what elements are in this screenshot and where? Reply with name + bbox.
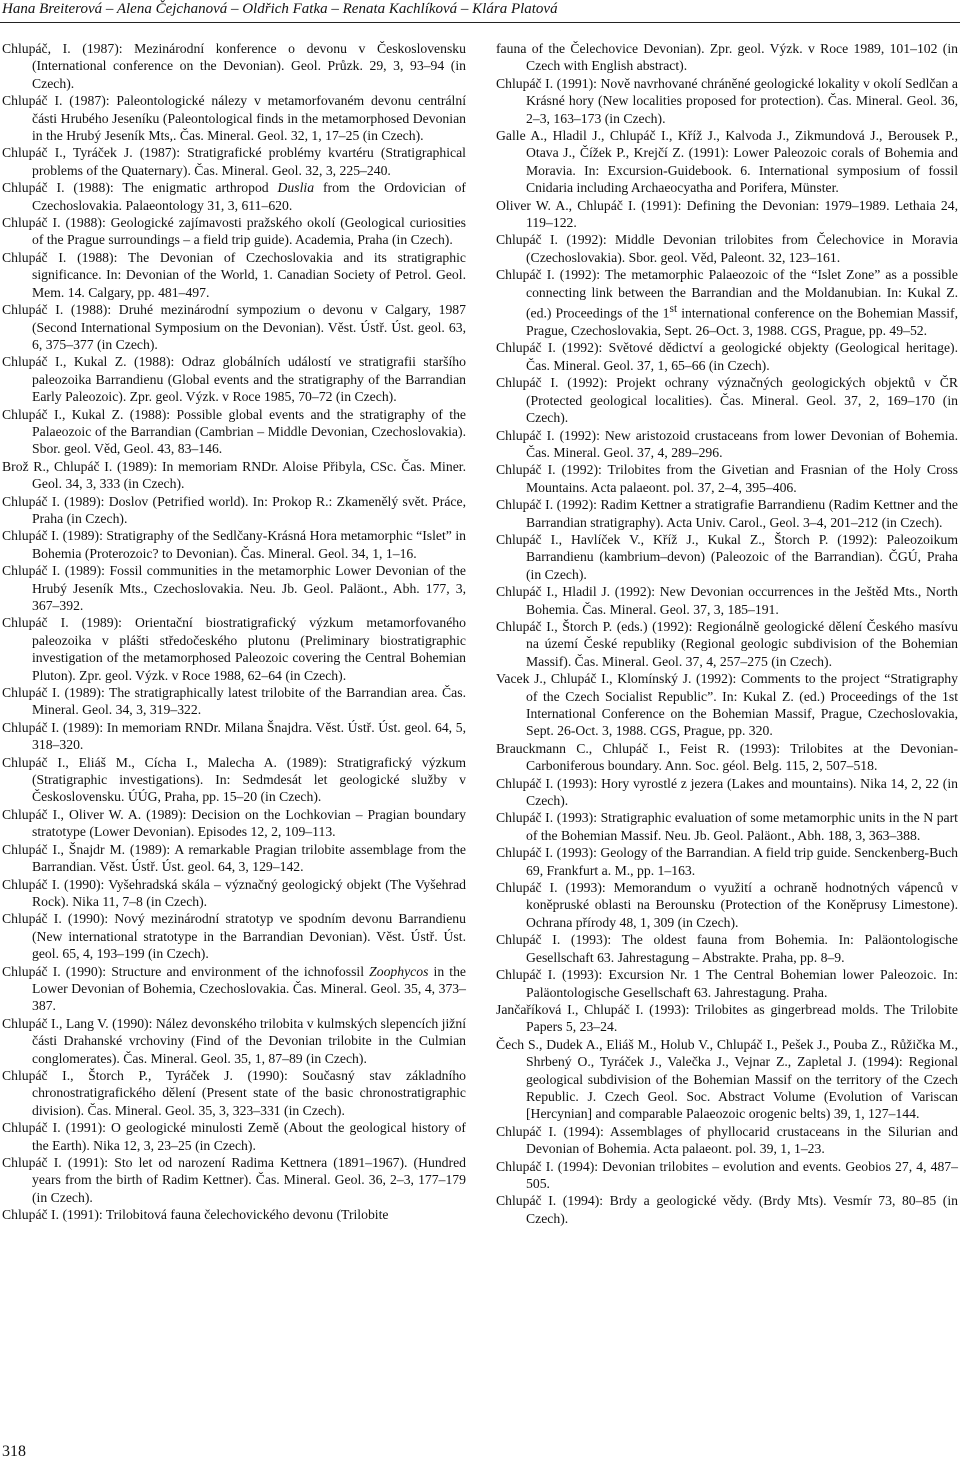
reference-entry: Chlupáč I. (1991): Nově navrhované chráněné geologické lokality v okolí Sedlčan a Krásné hory (New localities proposed for protection). Čas. Mineral. Geol. 36, 2–3, 163–173 (in Czech). xyxy=(496,75,958,126)
reference-entry: Chlupáč I. (1993): Excursion Nr. 1 The Central Bohemian lower Paleozoic. In: Paläontologische Gesellschaft 63. Jahrestagung. Praha. xyxy=(496,967,958,1000)
reference-entry: Chlupáč I. (1988): The enigmatic arthropod Duslia from the Ordovician of Czechoslovakia. Palaeontology 31, 3, 611–620. xyxy=(2,180,466,213)
reference-entry: Brauckmann C., Chlupáč I., Feist R. (1993): Trilobites at the Devonian-Carboniferous boundary. Ann. Soc. géol. Belg. 115, 2, 507–518. xyxy=(496,740,958,774)
reference-entry: Chlupáč I., Kukal Z. (1988): Possible global events and the stratigraphy of the Palaeozoic of the Barrandian (Cambrian – Middle Devonian, Czechoslovakia). Sbor. geol. Věd, Geol. 43, 83–146. xyxy=(2,406,466,457)
reference-entry: Chlupáč I. (1990): Vyšehradská skála – význačný geologický objekt (The Vyšehrad Rock). Nika 11, 7–8 (in Czech). xyxy=(2,876,466,909)
reference-entry: Chlupáč I. (1989): Doslov (Petrified world). In: Prokop R.: Zkamenělý svět. Práce, Praha (in Czech). xyxy=(2,493,466,526)
reference-entry: Chlupáč I. (1992): Trilobites from the Givetian and Frasnian of the Holy Cross Mountains. Acta palaeont. pol. 37, 2–4, 395–406. xyxy=(496,462,958,495)
reference-entry: Chlupáč I. (1993): Stratigraphic evaluation of some metamorphic units in the N part of the Bohemian Massif. Neu. Jb. Geol. Paläont., Abh. 188, 3, 363–388. xyxy=(496,810,958,843)
reference-entry: fauna of the Čelechovice Devonian). Zpr. geol. Výzk. v Roce 1989, 101–102 (in Czech with English abstract). xyxy=(496,41,958,74)
left-column xyxy=(2,40,466,1224)
reference-entry: Chlupáč I. (1992): The metamorphic Palaeozoic of the “Islet Zone” as a possible connecting link between the Barrandian and the Moldanubian. In: Kukal Z. (ed.) Proceedings of the 1st international conference on the Bohemian Massif, Prague, Czechoslovakia, Sept. 26–Oct. 3, 1988. CGS, Prague, pp. 49–52. xyxy=(496,267,958,339)
reference-entry: Čech S., Dudek A., Eliáš M., Holub V., Chlupáč I., Pešek J., Pouba Z., Růžička M., Shrbený O., Tyráček J., Valečka J., Vejnar Z., Zapletal J. (1994): Regional geological subdivision of the Bohemian Massif on the territory of the Czech Republic. J. Czech Geol. Soc. Abstract Volume (Evolution of Variscan [Hercynian] and comparable Palaeozoic orogenic belts) 39, 1, 127–144. xyxy=(496,1036,958,1122)
reference-entry: Chlupáč I. (1993): Memorandum o využití a ochraně hodnotných vápenců v koněpruské oblasti na Berounsku (Protection of the Koněprusy Limestone). Ochrana přírody 48, 1, 309 (in Czech). xyxy=(496,880,958,930)
reference-entry: Chlupáč I. (1994): Assemblages of phyllocarid crustaceans in the Silurian and Devonian of Bohemia. Acta palaeont. pol. 39, 1, 1–23. xyxy=(496,1123,958,1157)
page-number: 318 xyxy=(2,1443,26,1460)
header-rule xyxy=(0,22,960,23)
reference-entry: Chlupáč I. (1992): New aristozoid crustaceans from lower Devonian of Bohemia. Čas. Mineral. Geol. 37, 4, 289–296. xyxy=(496,427,958,460)
reference-entry: Chlupáč I. (1994): Devonian trilobites – evolution and events. Geobios 27, 4, 487–505. xyxy=(496,1158,958,1191)
reference-entry: Chlupáč I., Eliáš M., Cícha I., Malecha A. (1989): Stratigrafický výzkum (Stratigraphic investigations). In: Sedmdesát let geologické služby v Československu. ÚÚG, Praha, pp. 15–20 (in Czech). xyxy=(2,754,466,805)
reference-entry: Chlupáč I. (1988): Geologické zajímavosti pražského okolí (Geological curiosities of the Prague surroundings – a field trip guide). Academia, Praha (in Czech). xyxy=(2,215,466,248)
reference-entry: Chlupáč I., Štorch P., Tyráček J. (1990): Současný stav základního chronostratigrafického dělení (Present state of the basic chronostratigraphic division). Čas. Mineral. Geol. 35, 3, 323–331 (in Czech). xyxy=(2,1067,466,1118)
running-header xyxy=(0,0,960,24)
right-column xyxy=(496,40,958,1227)
reference-entry: Chlupáč I., Tyráček J. (1987): Stratigrafické problémy kvartéru (Stratigraphical problems of the Quaternary). Čas. Mineral. Geol. 32, 3, 225–240. xyxy=(2,145,466,178)
reference-entry: Chlupáč I. (1989): In memoriam RNDr. Milana Šnajdra. Věst. Ústř. Úst. geol. 64, 5, 318–320. xyxy=(2,719,466,753)
reference-entry: Chlupáč I. (1989): The stratigraphically latest trilobite of the Barrandian area. Čas. Mineral. Geol. 34, 3, 319–322. xyxy=(2,685,466,718)
reference-entry: Chlupáč I. (1989): Fossil communities in the metamorphic Lower Devonian of the Hrubý Jeseník Mts., Czechoslovakia. Neu. Jb. Geol. Paläont., Abh. 177, 3, 367–392. xyxy=(2,563,466,613)
reference-entry: Chlupáč I. (1992): Middle Devonian trilobites from Čelechovice in Moravia (Czechoslovakia). Sbor. geol. Věd, Paleont. 32, 123–161. xyxy=(496,232,958,265)
reference-entry: Chlupáč I. (1994): Brdy a geologické vědy. (Brdy Mts). Vesmír 73, 80–85 (in Czech). xyxy=(496,1193,958,1226)
reference-entry: Chlupáč I., Havlíček V., Kříž J., Kukal Z., Štorch P. (1992): Paleozoikum Barrandienu (kambrium–devon) (Paleozoic of the Barrandian). ČGÚ, Praha (in Czech). xyxy=(496,531,958,582)
reference-entry: Galle A., Hladil J., Chlupáč I., Kříž J., Kalvoda J., Zikmundová J., Berousek P., Otava J., Čížek P., Krejčí Z. (1991): Lower Paleozoic corals of Bohemia and Moravia. In: Excursion-Guidebook. 6. International symposium of fossil Cnidaria including Archaeocyatha and Porifera, Münster. xyxy=(496,128,958,196)
reference-entry: Chlupáč I., Lang V. (1990): Nález devonského trilobita v kulmských slepencích jižní části Drahanské vrchoviny (Find of the Devonian trilobite in the Culmian conglomerates). Čas. Mineral. Geol. 35, 1, 87–89 (in Czech). xyxy=(2,1015,467,1066)
reference-entry: Chlupáč I. (1988): Druhé mezinárodní sympozium o devonu v Calgary, 1987 (Second International Symposium on the Devonian). Věst. Ústř. Úst. geol. 63, 6, 375–377 (in Czech). xyxy=(2,302,466,352)
reference-entry: Chlupáč I., Štorch P. (eds.) (1992): Regionálně geologické dělení Českého masívu na území České republiky (Regional geologic subdivision of the Bohemian Massif). Čas. Mineral. Geol. 37, 4, 257–275 (in Czech). xyxy=(496,618,958,669)
reference-entry: Chlupáč I. (1992): Projekt ochrany význačných geologických objektů v ČR (Protected geological localities). Čas. Mineral. Geol. 37, 2, 169–170 (in Czech). xyxy=(496,375,958,426)
reference-entry: Chlupáč I. (1992): Radim Kettner a stratigrafie Barrandienu (Radim Kettner and the Barrandian stratigraphy). Acta Univ. Carol., Geol. 3–4, 201–212 (in Czech). xyxy=(496,497,958,530)
reference-entry: Chlupáč I. (1991): Sto let od narození Radima Kettnera (1891–1967). (Hundred years from the birth of Radim Kettner). Čas. Mineral. Geol. 36, 2–3, 177–179 (in Czech). xyxy=(2,1155,466,1205)
reference-entry: Chlupáč I. (1990): Structure and environment of the ichnofossil Zoophycos in the Lower Devonian of Bohemia, Czechoslovakia. Čas. Mineral. Geol. 35, 4, 373–387. xyxy=(2,963,466,1014)
reference-entry: Chlupáč I. (1989): Stratigraphy of the Sedlčany-Krásná Hora metamorphic “Islet” in Bohemia (Proterozoic? to Devonian). Čas. Mineral. Geol. 34, 1, 1–16. xyxy=(2,528,466,561)
reference-entry: Chlupáč I. (1993): Hory vyrostlé z jezera (Lakes and mountains). Nika 14, 2, 22 (in Czech). xyxy=(496,775,958,809)
reference-entry: Chlupáč I., Šnajdr M. (1989): A remarkable Pragian trilobite assemblage from the Barrandian. Věst. Ústř. Úst. geol. 64, 3, 129–142. xyxy=(2,841,466,875)
reference-entry: Chlupáč I. (1989): Orientační biostratigrafický výzkum metamorfovaného paleozoika v plášti středočeského plutonu (Preliminary biostratigraphic investigation of the metamorphosed Paleozoic covering the Central Bohemian Pluton). Zpr. geol. Výzk. v Roce 1988, 62–64 (in Czech). xyxy=(2,615,466,683)
reference-entry: Chlupáč I. (1991): Trilobitová fauna čelechovického devonu (Trilobite xyxy=(2,1207,389,1223)
header-authors: Hana Breiterová – Alena Čejchanová – Oldřich Fatka – Renata Kachlíková – Klára Platová xyxy=(2,1,558,17)
reference-entry: Chlupáč I. (1987): Paleontologické nálezy v metamorfovaném devonu centrální části Hrubého Jeseníku (Paleontological finds in the metamorphosed Devonian in the Hrubý Jeseník Mts,. Čas. Mineral. Geol. 32, 1, 17–25 (in Czech). xyxy=(2,93,466,144)
reference-entry: Oliver W. A., Chlupáč I. (1991): Defining the Devonian: 1979–1989. Lethaia 24, 119–122. xyxy=(496,197,958,231)
reference-entry: Jančaříková I., Chlupáč I. (1993): Trilobites as gingerbread molds. The Trilobite Papers 5, 23–24. xyxy=(496,1001,958,1035)
reference-entry: Chlupáč, I. (1987): Mezinárodní konference o devonu v Československu (International conference on the Devonian). Geol. Průzk. 29, 3, 93–94 (in Czech). xyxy=(2,41,466,91)
reference-entry: Chlupáč I. (1990): Nový mezinárodní stratotyp ve spodním devonu Barrandienu (New international stratotype in the Barrandian Devonian). Věst. Ústř. Úst. geol. 65, 4, 193–199 (in Czech). xyxy=(2,911,466,962)
reference-entry: Chlupáč I. (1988): The Devonian of Czechoslovakia and its stratigraphic significance. In: Devonian of the World, 1. Canadian Society of Petrol. Geol. Mem. 14. Calgary, pp. 481–497. xyxy=(2,249,466,300)
reference-entry: Chlupáč I., Oliver W. A. (1989): Decision on the Lochkovian – Pragian boundary stratotype (Lower Devonian). Episodes 12, 2, 109–113. xyxy=(2,806,466,840)
reference-entry: Chlupáč I., Kukal Z. (1988): Odraz globálních událostí ve stratigrafii staršího paleozoika Barrandienu (Global events and the stratigraphy of the Barrandian Early Paleozoic). Zpr. geol. Výzk. v Roce 1985, 70–72 (in Czech). xyxy=(2,354,466,405)
reference-entry: Chlupáč I. (1993): Geology of the Barrandian. A field trip guide. Senckenberg-Buch 69, Frankfurt a. M., pp. 1–163. xyxy=(496,845,958,878)
reference-entry: Vacek J., Chlupáč I., Klomínský J. (1992): Comments to the project “Stratigraphy of the Czech Socialist Republic”. In: Kukal Z. (ed.) Proceedings of the 1st International Conference on the Bohemian Massif, Prague, Czechoslovakia, Sept. 26-Oct. 3, 1988. CGS, Prague, pp. 320. xyxy=(496,671,958,739)
reference-entry: Chlupáč I. (1991): O geologické minulosti Země (About the geological history of the Earth). Nika 12, 3, 23–25 (in Czech). xyxy=(2,1120,466,1153)
reference-entry: Chlupáč I., Hladil J. (1992): New Devonian occurrences in the Ještěd Mts., North Bohemia. Čas. Mineral. Geol. 37, 3, 185–191. xyxy=(496,584,958,617)
reference-entry: Brož R., Chlupáč I. (1989): In memoriam RNDr. Aloise Přibyla, CSc. Čas. Miner. Geol. 34, 3, 333 (in Czech). xyxy=(2,458,466,492)
reference-entry: Chlupáč I. (1992): Světové dědictví a geologické objekty (Geological heritage). Čas. Mineral. Geol. 37, 1, 65–66 (in Czech). xyxy=(496,340,958,373)
reference-entry: Chlupáč I. (1993): The oldest fauna from Bohemia. In: Paläontologische Gesellschaft 63. Jahrestagung – Abstrakte. Praha, pp. 8–9. xyxy=(496,932,958,965)
